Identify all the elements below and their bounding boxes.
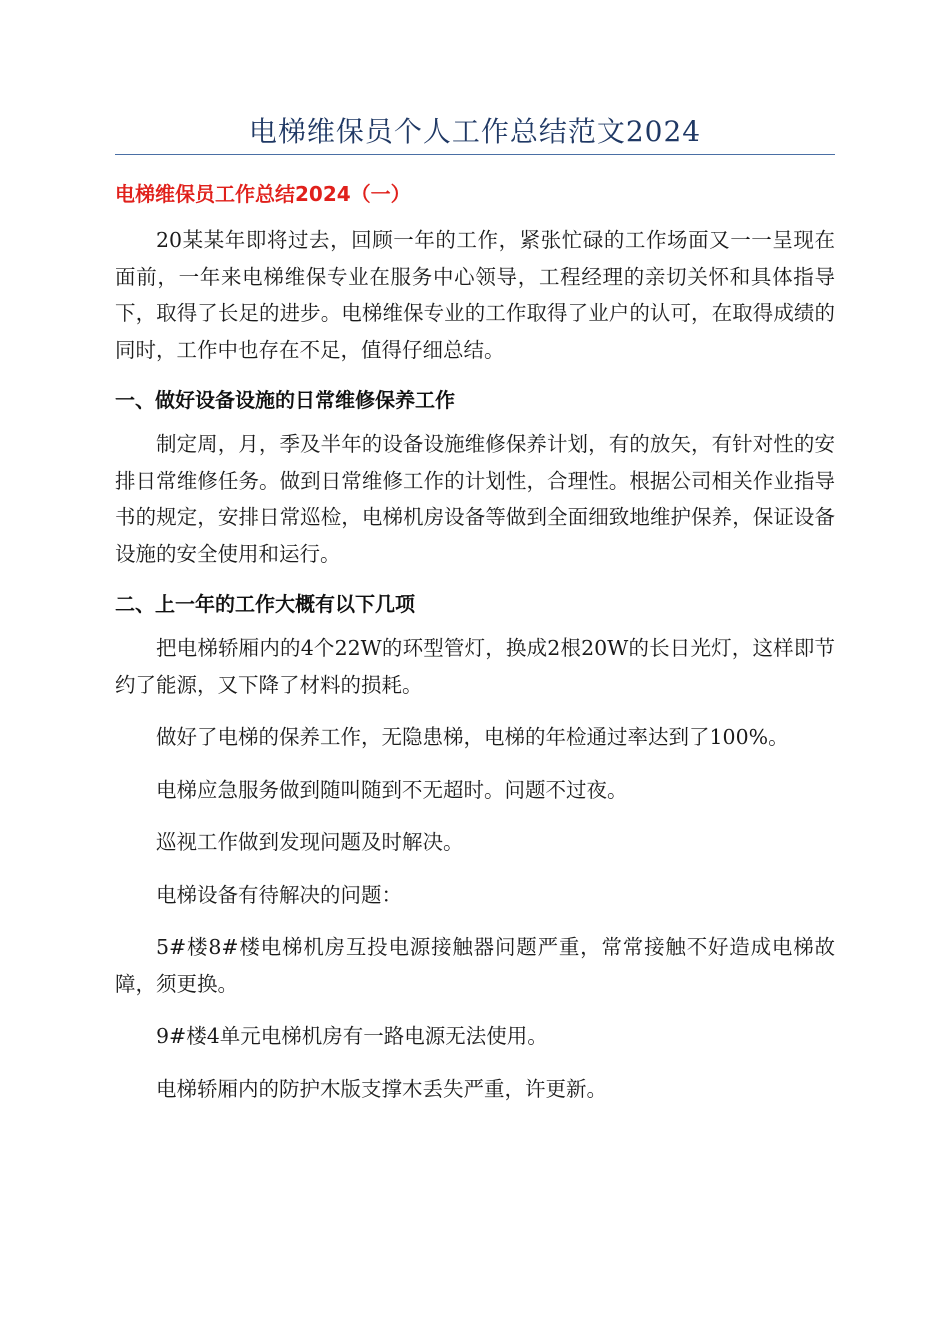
- list-item: 5#楼8#楼电梯机房互投电源接触器问题严重，常常接触不好造成电梯故障，须更换。: [115, 935, 835, 996]
- list-item: 电梯轿厢内的防护木版支撑木丢失严重，许更新。: [156, 1076, 607, 1101]
- heading-daily-maintenance: 一、做好设备设施的日常维修保养工作: [115, 388, 455, 412]
- list-item: 巡视工作做到发现问题及时解决。: [156, 830, 464, 854]
- list-item: 电梯应急服务做到随叫随到不无超时。问题不过夜。: [156, 777, 628, 802]
- intro-paragraph: 20某某年即将过去，回顾一年的工作，紧张忙碌的工作场面又一一呈现在面前，一年来电梯维保专业在服务中心领导，工程经理的亲切关怀和具体指导下，取得了长足的进步。电梯维保专业的工作取得了业户的认可，在取得成绩的同时，工作中也存在不足，值得仔细总结。: [115, 228, 835, 362]
- document-title: 电梯维保员个人工作总结范文2024: [248, 115, 702, 148]
- title-underline: [115, 154, 835, 155]
- maintenance-plan-paragraph: 制定周，月，季及半年的设备设施维修保养计划，有的放矢，有针对性的安排日常维修任务。做到日常维修工作的计划性，合理性。根据公司相关作业指导书的规定，安排日常巡检，电梯机房设备等做到全面细致地维护保养，保证设备设施的安全使用和运行。: [115, 432, 835, 566]
- list-item: 9#楼4单元电梯机房有一路电源无法使用。: [156, 1024, 548, 1048]
- list-item: 做好了电梯的保养工作，无隐患梯，电梯的年检通过率达到了100%。: [156, 725, 789, 749]
- list-item: 电梯设备有待解决的问题：: [156, 882, 402, 907]
- section-title: 电梯维保员工作总结2024（一）: [115, 182, 411, 206]
- heading-last-year-work: 二、上一年的工作大概有以下几项: [115, 592, 415, 616]
- list-item: 把电梯轿厢内的4个22W的环型管灯，换成2根20W的长日光灯，这样即节约了能源，又下降了材料的损耗。: [115, 636, 835, 697]
- document-body: [115, 222, 835, 1107]
